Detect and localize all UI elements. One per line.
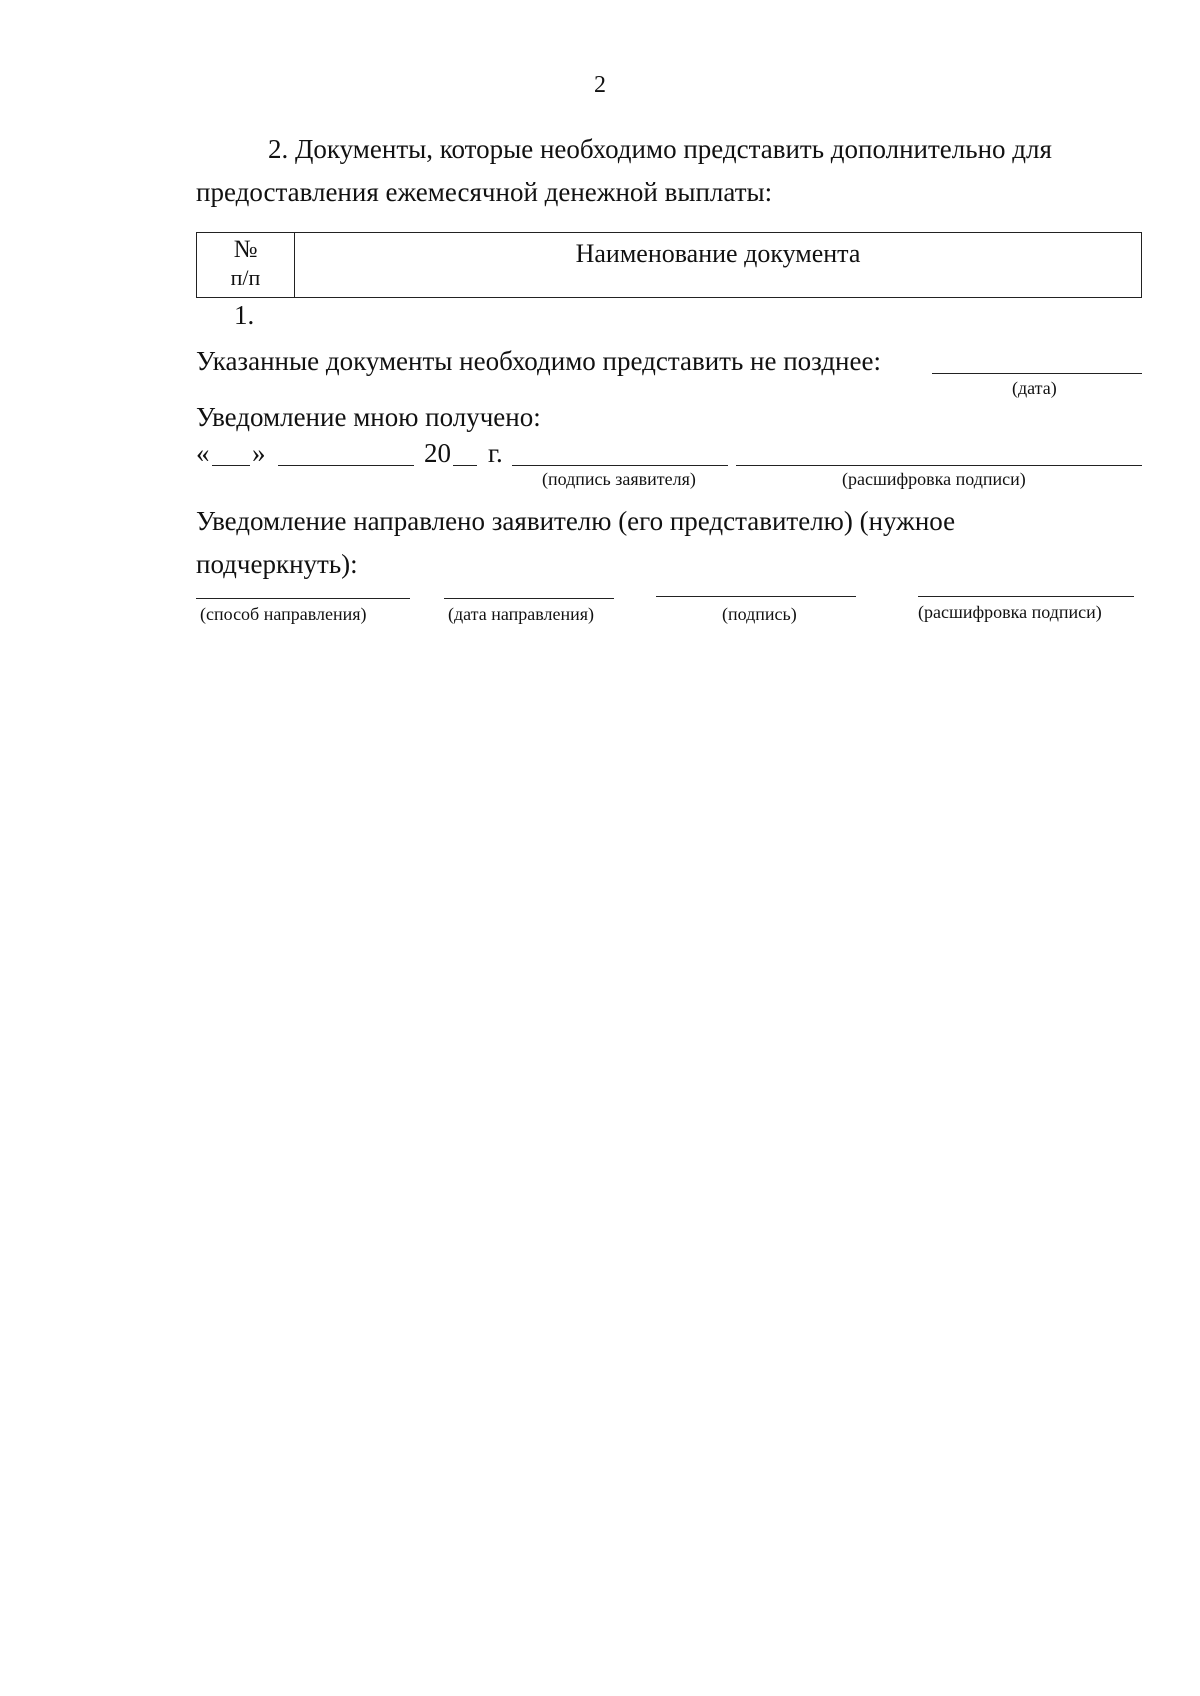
table-header-document-name: Наименование документа: [575, 239, 861, 268]
sent-notice: [196, 500, 1146, 586]
deadline-date-caption: (дата): [1012, 378, 1057, 398]
number-sub-label: п/п: [230, 265, 261, 290]
year-suffix: г.: [488, 438, 503, 468]
sender-decode-caption: (расшифровка подписи): [918, 602, 1102, 622]
section-intro: [196, 128, 1106, 214]
sending-method-field[interactable]: [196, 598, 410, 599]
sent-notice-line-2: подчеркнуть):: [196, 549, 358, 579]
sending-method-caption: (способ направления): [200, 604, 367, 624]
received-title: Уведомление мною получено:: [196, 402, 541, 432]
sent-notice-line-1: Уведомление направлено заявителю (его представителю) (нужное: [196, 506, 956, 536]
table-row-number: 1.: [234, 300, 255, 330]
sender-signature-field[interactable]: [656, 596, 856, 597]
documents-table: [196, 232, 1142, 298]
applicant-decode-caption: (расшифровка подписи): [842, 469, 1026, 489]
applicant-signature-decode-field[interactable]: [736, 465, 1142, 466]
sender-signature-caption: (подпись): [722, 604, 797, 624]
applicant-signature-field[interactable]: [512, 465, 728, 466]
sending-date-field[interactable]: [444, 598, 614, 599]
year-field[interactable]: [453, 465, 477, 466]
deadline-text: Указанные документы необходимо представить не позднее:: [196, 346, 881, 376]
sender-decode-field[interactable]: [918, 596, 1134, 597]
day-field[interactable]: [212, 465, 250, 466]
close-quote: »: [252, 438, 266, 468]
section-intro-line-1: 2. Документы, которые необходимо представить дополнительно для: [268, 134, 1052, 164]
applicant-signature-caption: (подпись заявителя): [542, 469, 696, 489]
table-header-number: [197, 233, 295, 297]
sending-date-caption: (дата направления): [448, 604, 595, 624]
number-sign: №: [233, 236, 258, 263]
year-prefix: 20: [424, 438, 451, 468]
open-quote: «: [196, 438, 210, 468]
month-field[interactable]: [278, 465, 414, 466]
section-intro-line-2: предоставления ежемесячной денежной выплаты:: [196, 177, 773, 207]
deadline-date-field[interactable]: [932, 373, 1142, 374]
page-number: 2: [594, 72, 606, 98]
